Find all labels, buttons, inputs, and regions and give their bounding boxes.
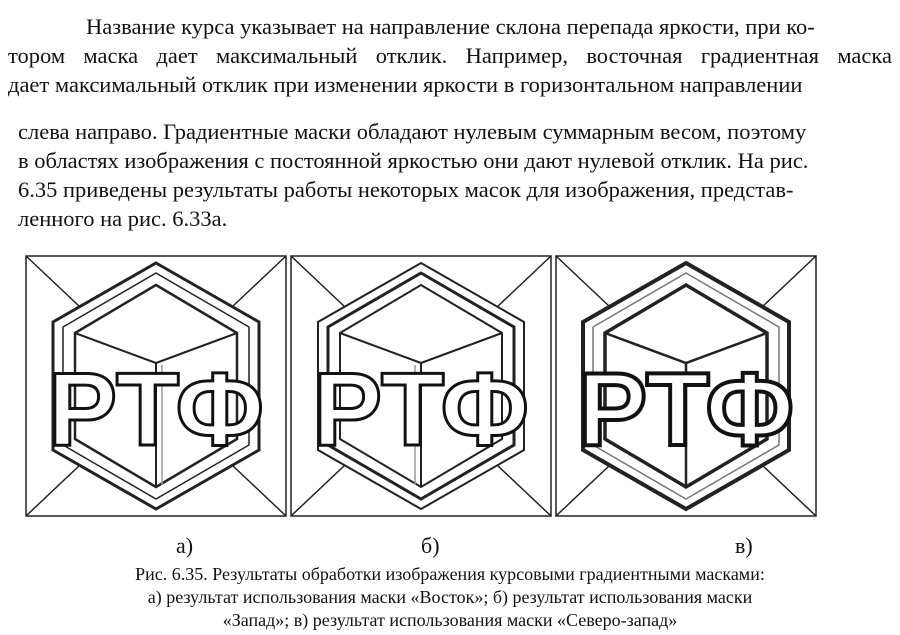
figure-letters: РТФ — [312, 352, 530, 468]
figure-caption-line: а) результат использования маски «Восток»; б) результат использования маски — [147, 587, 753, 607]
paragraph-2 — [18, 117, 892, 233]
figure-letters: РТФ — [47, 352, 265, 468]
figure-b-label: б) — [421, 533, 440, 558]
figure-caption-line: «Запад»; в) результат использования маски «Северо-запад» — [222, 610, 678, 630]
text-line: слева направо. Градиентные маски обладают нулевым суммарным весом, поэтому — [18, 119, 807, 144]
text-line: дает максимальный отклик при изменении яркости в горизонтальном направлении — [8, 72, 803, 97]
paragraph-1 — [8, 12, 892, 99]
text-line: 6.35 приведены результаты работы некоторых масок для изображения, представ- — [18, 177, 794, 202]
text-line: Название курса указывает на направление склона перепада яркости, при ко- — [86, 14, 815, 39]
figure-letters: РТФ — [577, 352, 795, 468]
text-line: ленного на рис. 6.33а. — [18, 206, 228, 231]
figure-b-west-mask — [290, 255, 552, 517]
figure-a-east-mask — [25, 255, 287, 517]
figure-caption-line: Рис. 6.35. Результаты обработки изображения курсовыми градиентными масками: — [135, 564, 765, 584]
text-line: в областях изображения с постоянной яркостью они дают нулевой отклик. На рис. — [18, 148, 809, 173]
figure-c-northwest-mask — [555, 255, 817, 517]
figure-c-label: в) — [735, 533, 753, 558]
figure-a-label: а) — [176, 533, 194, 558]
text-line: тором маска дает максимальный отклик. Например, восточная градиентная маска — [8, 43, 892, 68]
